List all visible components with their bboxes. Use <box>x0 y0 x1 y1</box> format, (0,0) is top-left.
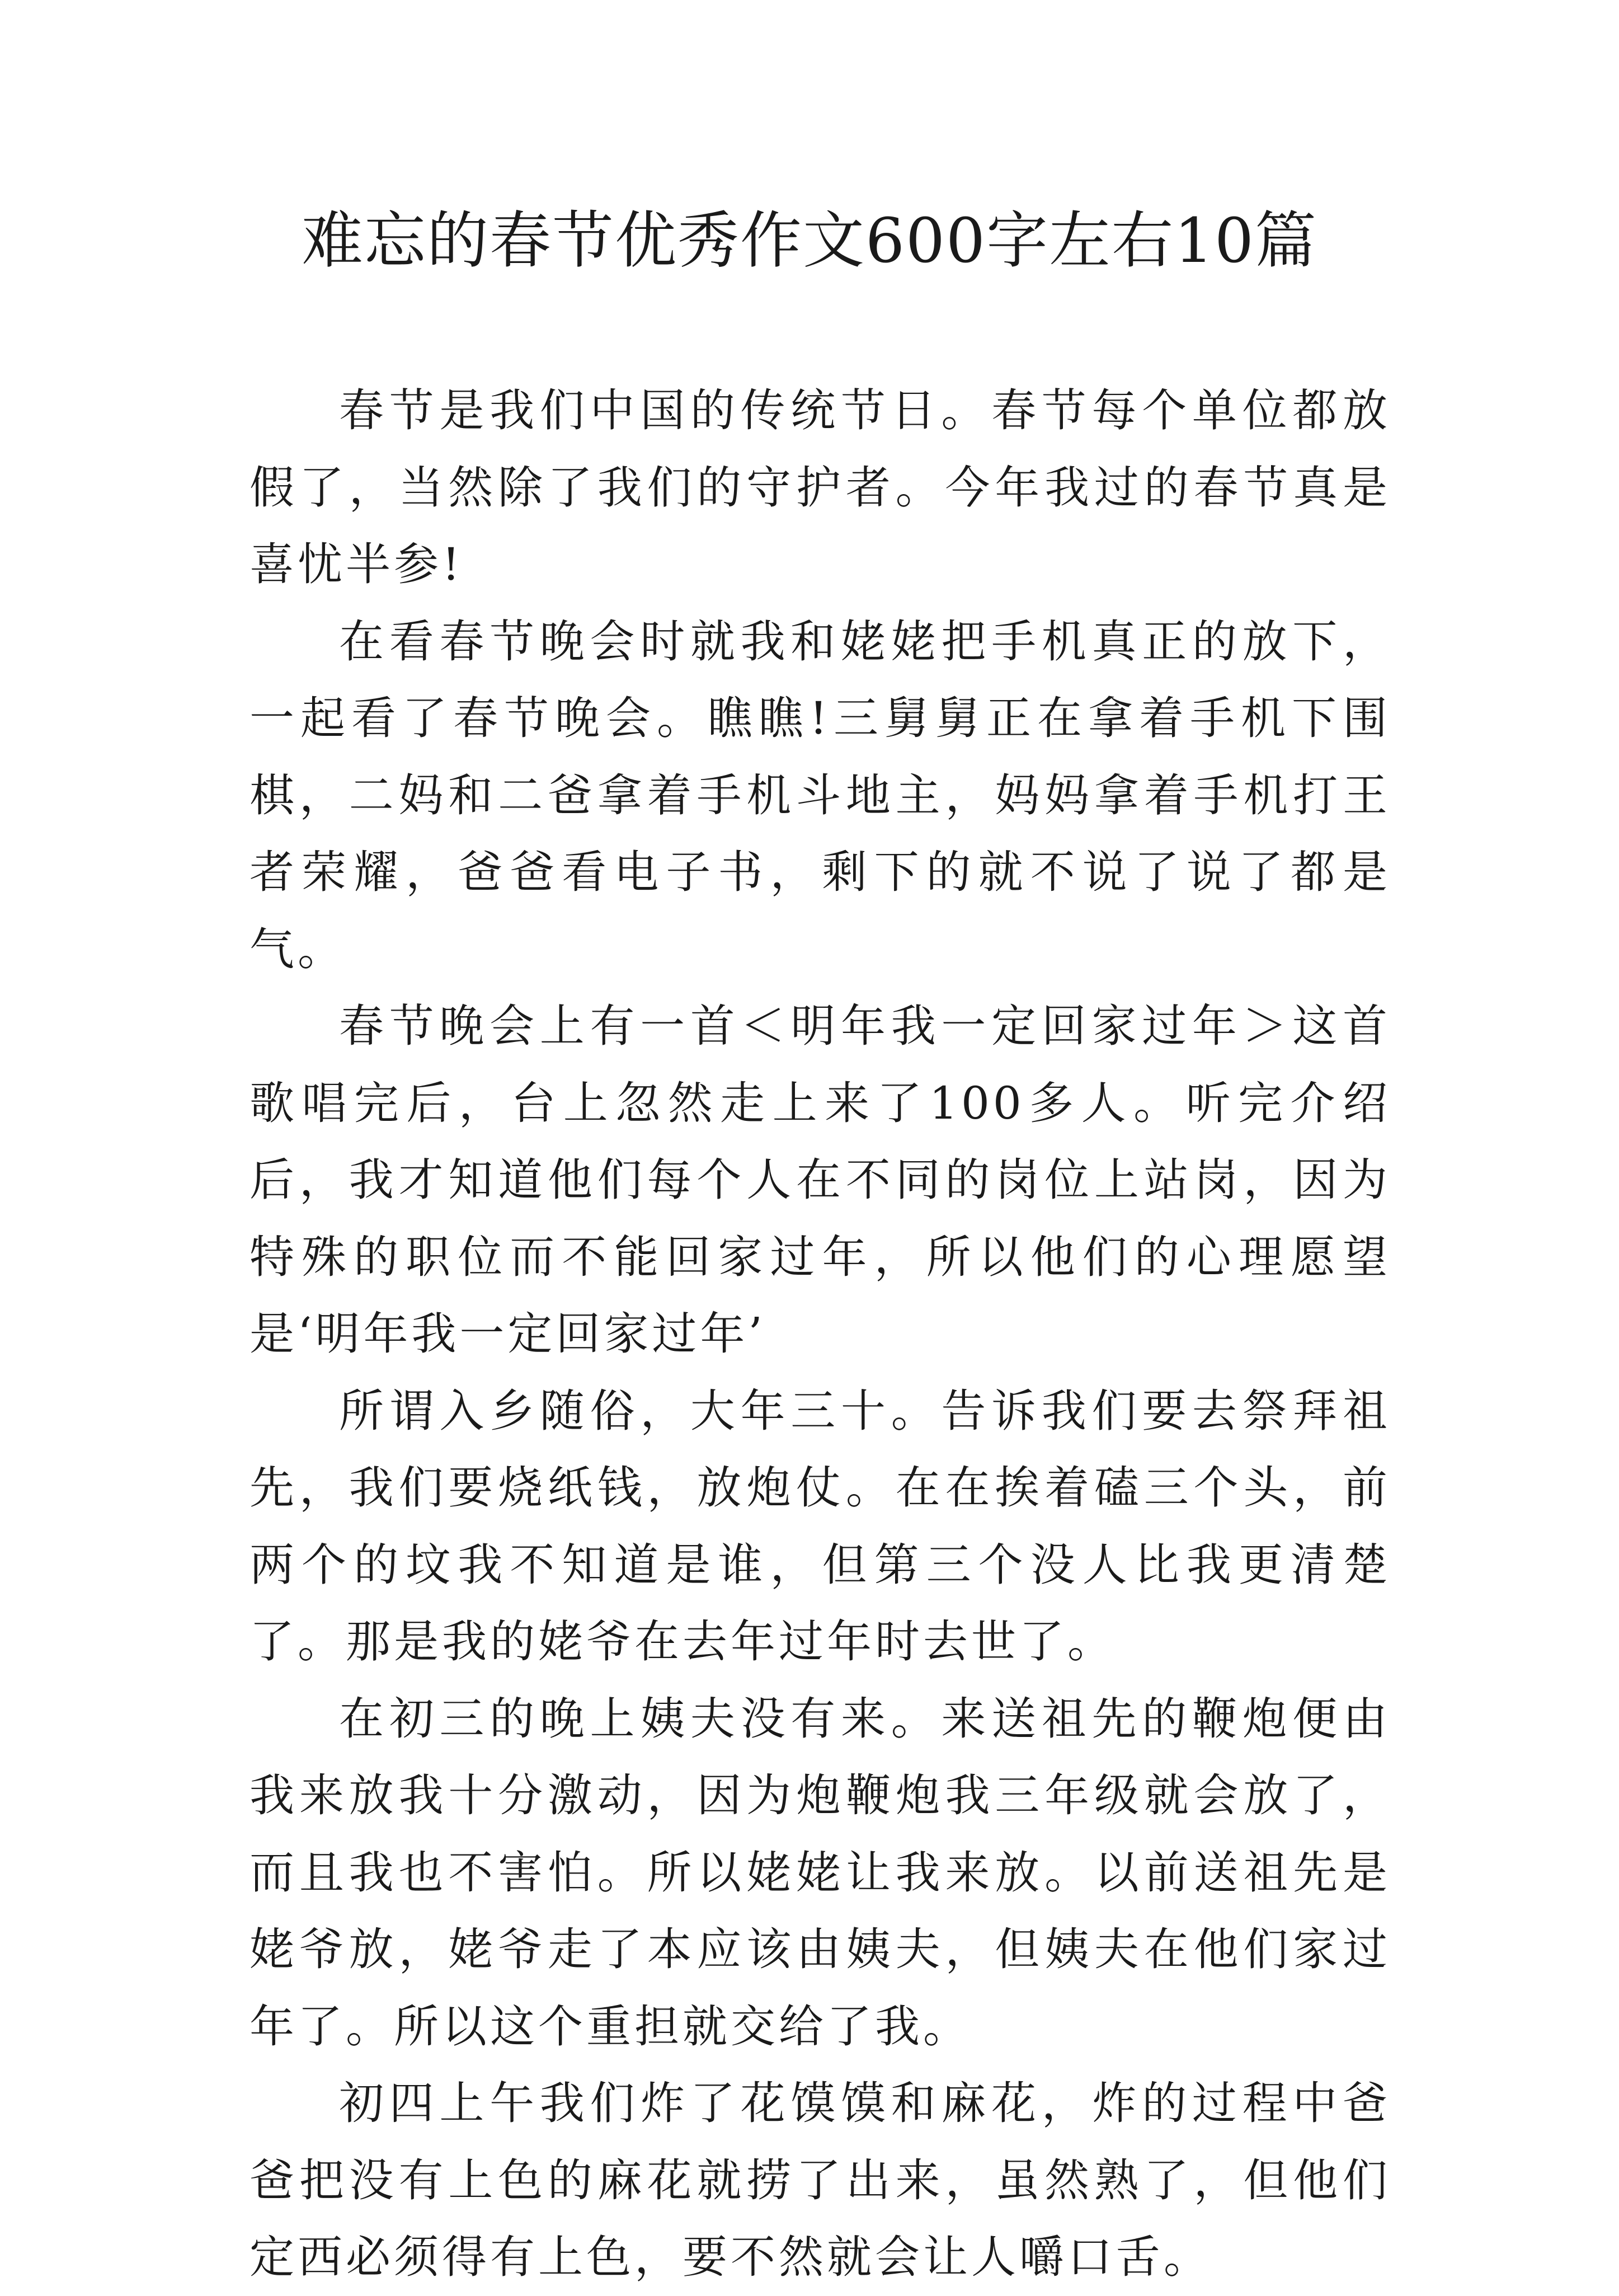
paragraph: 初四上午我们炸了花馍馍和麻花，炸的过程中爸爸把没有上色的麻花就捞了出来，虽然熟了，但他们定西必须得有上色，要不然就会让人嚼口舌。 <box>250 2077 1391 2283</box>
paragraph: 在看春节晚会时就我和姥姥把手机真正的放下，一起看了春节晚会。瞧瞧!三舅舅正在拿着手机下围棋，二妈和二爸拿着手机斗地主，妈妈拿着手机打王者荣耀，爸爸看电子书，剩下的就不说了说了都是气。 <box>250 615 1391 975</box>
paragraph: 所谓入乡随俗，大年三十。告诉我们要去祭拜祖先，我们要烧纸钱，放炮仗。在在挨着磕三个头，前两个的坟我不知道是谁，但第三个没人比我更清楚了。那是我的姥爷在去年过年时去世了。 <box>250 1384 1391 1668</box>
paragraph: 春节是我们中国的传统节日。春节每个单位都放假了，当然除了我们的守护者。今年我过的春节真是喜忧半参! <box>250 384 1391 590</box>
document-title: 难忘的春节优秀作文600字左右10篇 <box>302 205 1317 276</box>
document-body <box>250 372 1391 2296</box>
paragraph: 在初三的晚上姨夫没有来。来送祖先的鞭炮便由我来放我十分激动，因为炮鞭炮我三年级就会放了，而且我也不害怕。所以姥姥让我来放。以前送祖先是姥爷放，姥爷走了本应该由姨夫，但姨夫在他们家过年了。所以这个重担就交给了我。 <box>250 1692 1391 2053</box>
paragraph: 春节晚会上有一首＜明年我一定回家过年＞这首歌唱完后，台上忽然走上来了100多人。听完介绍后，我才知道他们每个人在不同的岗位上站岗，因为特殊的职位而不能回家过年，所以他们的心理愿望是‘明年我一定回家过年’ <box>250 1000 1391 1360</box>
